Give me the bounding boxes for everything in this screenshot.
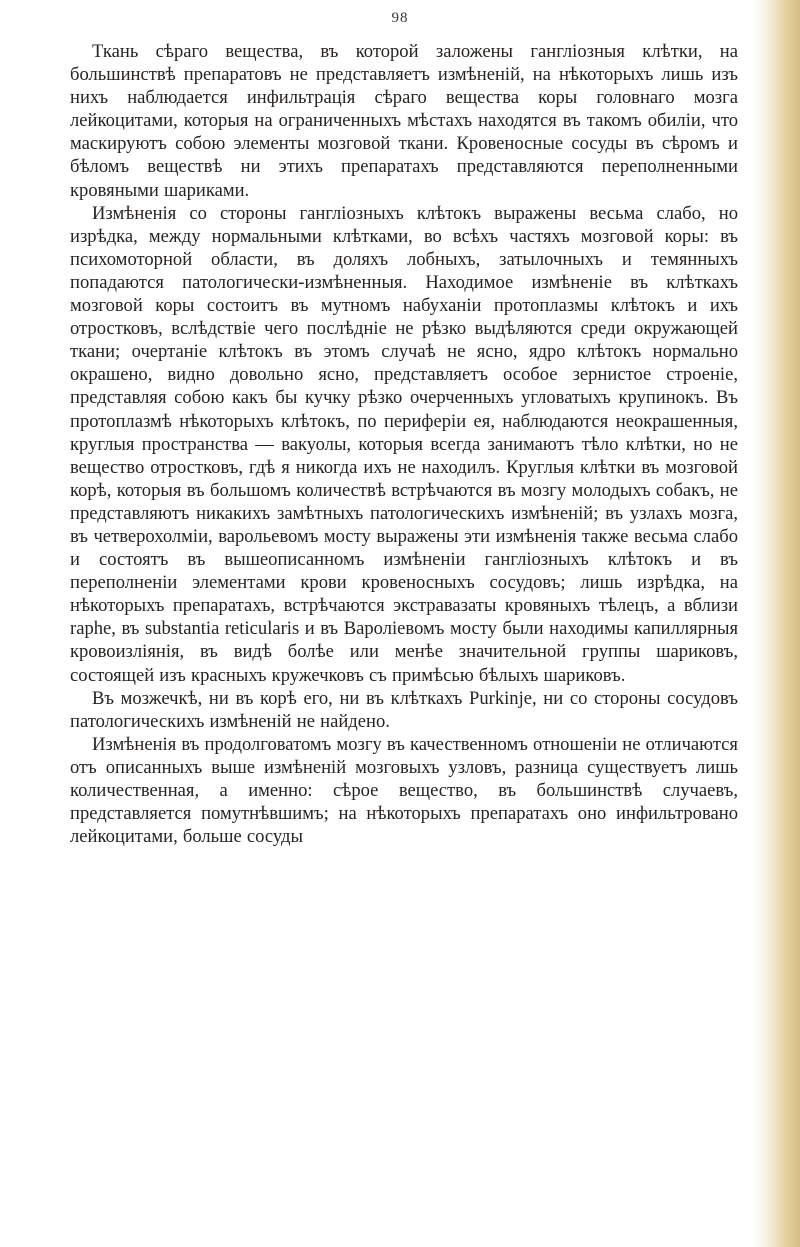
- paragraph-3: Въ мозжечкѣ, ни въ корѣ его, ни въ клѣткахъ Purkinje, ни со стороны сосудовъ патологическихъ измѣненій не найдено.: [70, 687, 738, 732]
- paragraph-2: Измѣненія со стороны гангліозныхъ клѣтокъ выражены весьма слабо, но изрѣдка, между нормальными клѣтками, во всѣхъ частяхъ мозговой коры: въ психомоторной области, въ доляхъ лобныхъ, затылочныхъ и темянныхъ попадаются патологически-измѣненныя. Находимое измѣненіе въ клѣткахъ мозговой коры состоитъ въ мутномъ набуханіи протоплазмы клѣтокъ и ихъ отростковъ, вслѣдствіе чего послѣдніе не рѣзко выдѣляются среди окружающей ткани; очертаніе клѣтокъ въ этомъ случаѣ не ясно, ядро клѣтокъ нормально окрашено, видно довольно ясно, представляетъ особое зернистое строеніе, представляя собою какъ бы кучку рѣзко очерченныхъ угловатыхъ крупинокъ. Въ протоплазмѣ нѣкоторыхъ клѣтокъ, по периферіи ея, наблюдаются неокрашенныя, круглыя пространства — вакуолы, которыя всегда занимаютъ тѣло клѣтки, но не вещество отростковъ, гдѣ я никогда ихъ не находилъ. Круглыя клѣтки въ мозговой корѣ, которыя въ большомъ количествѣ встрѣчаются въ мозгу молодыхъ собакъ, не представляютъ никакихъ замѣтныхъ патологическихъ измѣненій; въ узлахъ мозга, въ четверохолміи, варольевомъ мосту выражены эти измѣненія также весьма слабо и состоятъ въ вышеописанномъ измѣненіи гангліозныхъ клѣтокъ и въ переполненіи элементами крови кровеносныхъ сосудовъ; лишь изрѣдка, на нѣкоторыхъ препаратахъ, встрѣчаются экстравазаты кровяныхъ тѣлецъ, а вблизи raphe, въ substantia reticularis и въ Варолiевомъ мосту были находимы капиллярныя кровоизліянія, въ видѣ болѣе или менѣе значительной группы шариковъ, состоящей изъ красныхъ кружечковъ съ примѣсью бѣлыхъ шариковъ.: [70, 202, 738, 686]
- body-text: [70, 40, 738, 848]
- paragraph-4: Измѣненія въ продолговатомъ мозгу въ качественномъ отношеніи не отличаются отъ описанныхъ выше измѣненій мозговыхъ узловъ, разница существуетъ лишь количественная, а именно: сѣрое вещество, въ большинствѣ случаевъ, представляется помутнѣвшимъ; на нѣкоторыхъ препаратахъ оно инфильтровано лейкоцитами, больше сосуды: [70, 733, 738, 848]
- page-number: 98: [391, 10, 409, 26]
- page-edge-shadow: [754, 0, 800, 1247]
- paragraph-1: Ткань сѣраго вещества, въ которой заложены гангліозныя клѣтки, на большинствѣ препаратовъ не представляетъ измѣненій, на нѣкоторыхъ лишь изъ нихъ наблюдается инфильтрація сѣраго вещества коры головнаго мозга лейкоцитами, которыя на ограниченныхъ мѣстахъ находятся въ такомъ обиліи, что маскируютъ собою элементы мозговой ткани. Кровеносные сосуды въ сѣромъ и бѣломъ веществѣ ни этихъ препаратахъ представляются переполненными кровяными шариками.: [70, 41, 738, 201]
